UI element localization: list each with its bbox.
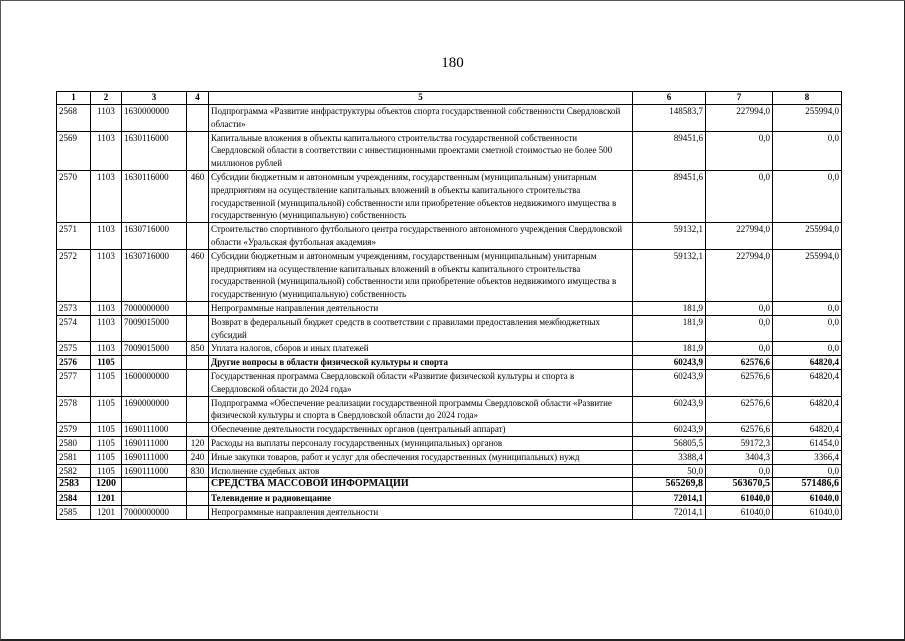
item-name: Подпрограмма «Развитие инфраструктуры объектов спорта государственной собственности Свердловской области» <box>209 105 633 132</box>
amount-col6: 89451,6 <box>633 131 706 170</box>
column-header: 6 <box>633 92 706 105</box>
expense-type-code <box>187 423 209 437</box>
expense-type-code <box>187 478 209 492</box>
amount-col6: 60243,9 <box>633 356 706 370</box>
expense-type-code: 830 <box>187 464 209 478</box>
item-name: Строительство спортивного футбольного центра государственного автономного учреждения Свердловской области «Уральская футбольная академия» <box>209 223 633 250</box>
amount-col7: 0,0 <box>706 301 773 315</box>
table-row <box>57 436 842 450</box>
row-number: 2577 <box>57 369 91 396</box>
section-code: 1105 <box>91 396 122 423</box>
column-header: 7 <box>706 92 773 105</box>
amount-col8: 571486,6 <box>773 478 842 492</box>
column-header: 5 <box>209 92 633 105</box>
item-name: Возврат в федеральный бюджет средств в соответствии с правилами предоставления межбюджетных субсидий <box>209 315 633 342</box>
amount-col7: 62576,6 <box>706 369 773 396</box>
amount-col6: 565269,8 <box>633 478 706 492</box>
section-code: 1105 <box>91 423 122 437</box>
amount-col8: 61040,0 <box>773 492 842 506</box>
target-code: 1630116000 <box>122 170 187 222</box>
table-row <box>57 170 842 222</box>
target-code: 1600000000 <box>122 369 187 396</box>
row-number: 2585 <box>57 505 91 519</box>
section-code: 1103 <box>91 301 122 315</box>
expense-type-code <box>187 492 209 506</box>
item-name: Другие вопросы в области физической культуры и спорта <box>209 356 633 370</box>
item-name: Субсидии бюджетным и автономным учреждениям, государственным (муниципальным) унитарным предприятиям на осуществление капитальных вложений в объекты капитального строительства государственной (муниципальной) собственности или приобретение объектов недвижимого имущества в государственную (муниципальную) собственность <box>209 170 633 222</box>
table-row <box>57 423 842 437</box>
row-number: 2580 <box>57 436 91 450</box>
column-header: 3 <box>122 92 187 105</box>
expense-type-code: 120 <box>187 436 209 450</box>
row-number: 2581 <box>57 450 91 464</box>
section-code: 1103 <box>91 342 122 356</box>
amount-col7: 59172,3 <box>706 436 773 450</box>
target-code: 1690111000 <box>122 423 187 437</box>
item-name: СРЕДСТВА МАССОВОЙ ИНФОРМАЦИИ <box>209 478 633 492</box>
amount-col6: 50,0 <box>633 464 706 478</box>
section-code: 1103 <box>91 131 122 170</box>
amount-col7: 61040,0 <box>706 492 773 506</box>
amount-col7: 0,0 <box>706 131 773 170</box>
amount-col7: 227994,0 <box>706 105 773 132</box>
item-name: Непрограммные направления деятельности <box>209 505 633 519</box>
amount-col6: 181,9 <box>633 315 706 342</box>
amount-col8: 255994,0 <box>773 249 842 301</box>
amount-col6: 181,9 <box>633 342 706 356</box>
section-code: 1201 <box>91 492 122 506</box>
item-name: Государственная программа Свердловской области «Развитие физической культуры и спорта в Свердловской области до 2024 года» <box>209 369 633 396</box>
amount-col7: 0,0 <box>706 464 773 478</box>
expense-type-code <box>187 131 209 170</box>
amount-col7: 62576,6 <box>706 396 773 423</box>
amount-col8: 0,0 <box>773 301 842 315</box>
target-code: 1690111000 <box>122 450 187 464</box>
expense-type-code <box>187 505 209 519</box>
table-row <box>57 492 842 506</box>
table-row <box>57 478 842 492</box>
amount-col8: 61040,0 <box>773 505 842 519</box>
target-code <box>122 492 187 506</box>
target-code: 7000000000 <box>122 505 187 519</box>
item-name: Обеспечение деятельности государственных органов (центральный аппарат) <box>209 423 633 437</box>
amount-col6: 72014,1 <box>633 492 706 506</box>
amount-col7: 563670,5 <box>706 478 773 492</box>
amount-col7: 0,0 <box>706 170 773 222</box>
expense-type-code: 460 <box>187 249 209 301</box>
row-number: 2575 <box>57 342 91 356</box>
item-name: Капитальные вложения в объекты капитального строительства государственной собственности Свердловской области в соответствии с инвестиционными проектами сметной стоимостью не более 500 миллионов рублей <box>209 131 633 170</box>
amount-col6: 72014,1 <box>633 505 706 519</box>
page-number: 180 <box>441 55 464 71</box>
amount-col8: 64820,4 <box>773 369 842 396</box>
item-name: Непрограммные направления деятельности <box>209 301 633 315</box>
table-row <box>57 450 842 464</box>
amount-col7: 62576,6 <box>706 423 773 437</box>
section-code: 1105 <box>91 369 122 396</box>
amount-col6: 148583,7 <box>633 105 706 132</box>
section-code: 1103 <box>91 170 122 222</box>
row-number: 2578 <box>57 396 91 423</box>
column-header: 1 <box>57 92 91 105</box>
amount-col8: 0,0 <box>773 464 842 478</box>
column-header: 4 <box>187 92 209 105</box>
row-number: 2572 <box>57 249 91 301</box>
expense-type-code: 240 <box>187 450 209 464</box>
row-number: 2574 <box>57 315 91 342</box>
section-code: 1105 <box>91 436 122 450</box>
section-code: 1201 <box>91 505 122 519</box>
amount-col6: 59132,1 <box>633 249 706 301</box>
table-row <box>57 396 842 423</box>
column-header: 8 <box>773 92 842 105</box>
table-row <box>57 223 842 250</box>
amount-col6: 181,9 <box>633 301 706 315</box>
row-number: 2573 <box>57 301 91 315</box>
amount-col7: 0,0 <box>706 315 773 342</box>
amount-col6: 89451,6 <box>633 170 706 222</box>
table-row <box>57 301 842 315</box>
amount-col8: 64820,4 <box>773 356 842 370</box>
expense-type-code <box>187 369 209 396</box>
section-code: 1103 <box>91 249 122 301</box>
amount-col8: 255994,0 <box>773 223 842 250</box>
row-number: 2584 <box>57 492 91 506</box>
amount-col7: 3404,3 <box>706 450 773 464</box>
item-name: Исполнение судебных актов <box>209 464 633 478</box>
section-code: 1103 <box>91 105 122 132</box>
expense-type-code <box>187 396 209 423</box>
amount-col6: 60243,9 <box>633 369 706 396</box>
item-name: Уплата налогов, сборов и иных платежей <box>209 342 633 356</box>
expense-type-code <box>187 356 209 370</box>
budget-table <box>56 91 842 520</box>
target-code: 7009015000 <box>122 342 187 356</box>
row-number: 2579 <box>57 423 91 437</box>
row-number: 2570 <box>57 170 91 222</box>
table-row <box>57 249 842 301</box>
amount-col8: 64820,4 <box>773 423 842 437</box>
target-code: 1690111000 <box>122 436 187 450</box>
target-code: 7009015000 <box>122 315 187 342</box>
table-row <box>57 105 842 132</box>
amount-col8: 0,0 <box>773 131 842 170</box>
amount-col6: 3388,4 <box>633 450 706 464</box>
expense-type-code <box>187 105 209 132</box>
table-row <box>57 505 842 519</box>
amount-col7: 227994,0 <box>706 223 773 250</box>
target-code: 1630716000 <box>122 223 187 250</box>
amount-col6: 56805,5 <box>633 436 706 450</box>
table-row <box>57 464 842 478</box>
expense-type-code <box>187 301 209 315</box>
table-row <box>57 342 842 356</box>
table-row <box>57 315 842 342</box>
expense-type-code: 460 <box>187 170 209 222</box>
table-row <box>57 356 842 370</box>
section-code: 1200 <box>91 478 122 492</box>
target-code: 1630000000 <box>122 105 187 132</box>
amount-col8: 3366,4 <box>773 450 842 464</box>
section-code: 1105 <box>91 450 122 464</box>
amount-col8: 0,0 <box>773 170 842 222</box>
section-code: 1105 <box>91 356 122 370</box>
table-row <box>57 131 842 170</box>
amount-col8: 0,0 <box>773 342 842 356</box>
target-code: 1690000000 <box>122 396 187 423</box>
header-row <box>57 92 842 105</box>
item-name: Субсидии бюджетным и автономным учреждениям, государственным (муниципальным) унитарным предприятиям на осуществление капитальных вложений в объекты капитального строительства государственной (муниципальной) собственности или приобретение объектов недвижимого имущества в государственную (муниципальную) собственность <box>209 249 633 301</box>
item-name: Иные закупки товаров, работ и услуг для обеспечения государственных (муниципальных) нужд <box>209 450 633 464</box>
amount-col7: 61040,0 <box>706 505 773 519</box>
target-code: 1690111000 <box>122 464 187 478</box>
amount-col8: 64820,4 <box>773 396 842 423</box>
row-number: 2576 <box>57 356 91 370</box>
amount-col8: 255994,0 <box>773 105 842 132</box>
expense-type-code: 850 <box>187 342 209 356</box>
item-name: Расходы на выплаты персоналу государственных (муниципальных) органов <box>209 436 633 450</box>
amount-col8: 0,0 <box>773 315 842 342</box>
section-code: 1103 <box>91 315 122 342</box>
target-code <box>122 356 187 370</box>
expense-type-code <box>187 223 209 250</box>
target-code: 1630116000 <box>122 131 187 170</box>
amount-col6: 60243,9 <box>633 396 706 423</box>
row-number: 2569 <box>57 131 91 170</box>
amount-col6: 59132,1 <box>633 223 706 250</box>
amount-col6: 60243,9 <box>633 423 706 437</box>
amount-col7: 62576,6 <box>706 356 773 370</box>
column-header: 2 <box>91 92 122 105</box>
amount-col8: 61454,0 <box>773 436 842 450</box>
expense-type-code <box>187 315 209 342</box>
row-number: 2568 <box>57 105 91 132</box>
target-code <box>122 478 187 492</box>
target-code: 7000000000 <box>122 301 187 315</box>
section-code: 1103 <box>91 223 122 250</box>
item-name: Подпрограмма «Обеспечение реализации государственной программы Свердловской области «Развитие физической культуры и спорта в Свердловской области до 2024 года» <box>209 396 633 423</box>
row-number: 2582 <box>57 464 91 478</box>
section-code: 1105 <box>91 464 122 478</box>
item-name: Телевидение и радиовещание <box>209 492 633 506</box>
table-row <box>57 369 842 396</box>
amount-col7: 227994,0 <box>706 249 773 301</box>
target-code: 1630716000 <box>122 249 187 301</box>
amount-col7: 0,0 <box>706 342 773 356</box>
row-number: 2583 <box>57 478 91 492</box>
row-number: 2571 <box>57 223 91 250</box>
